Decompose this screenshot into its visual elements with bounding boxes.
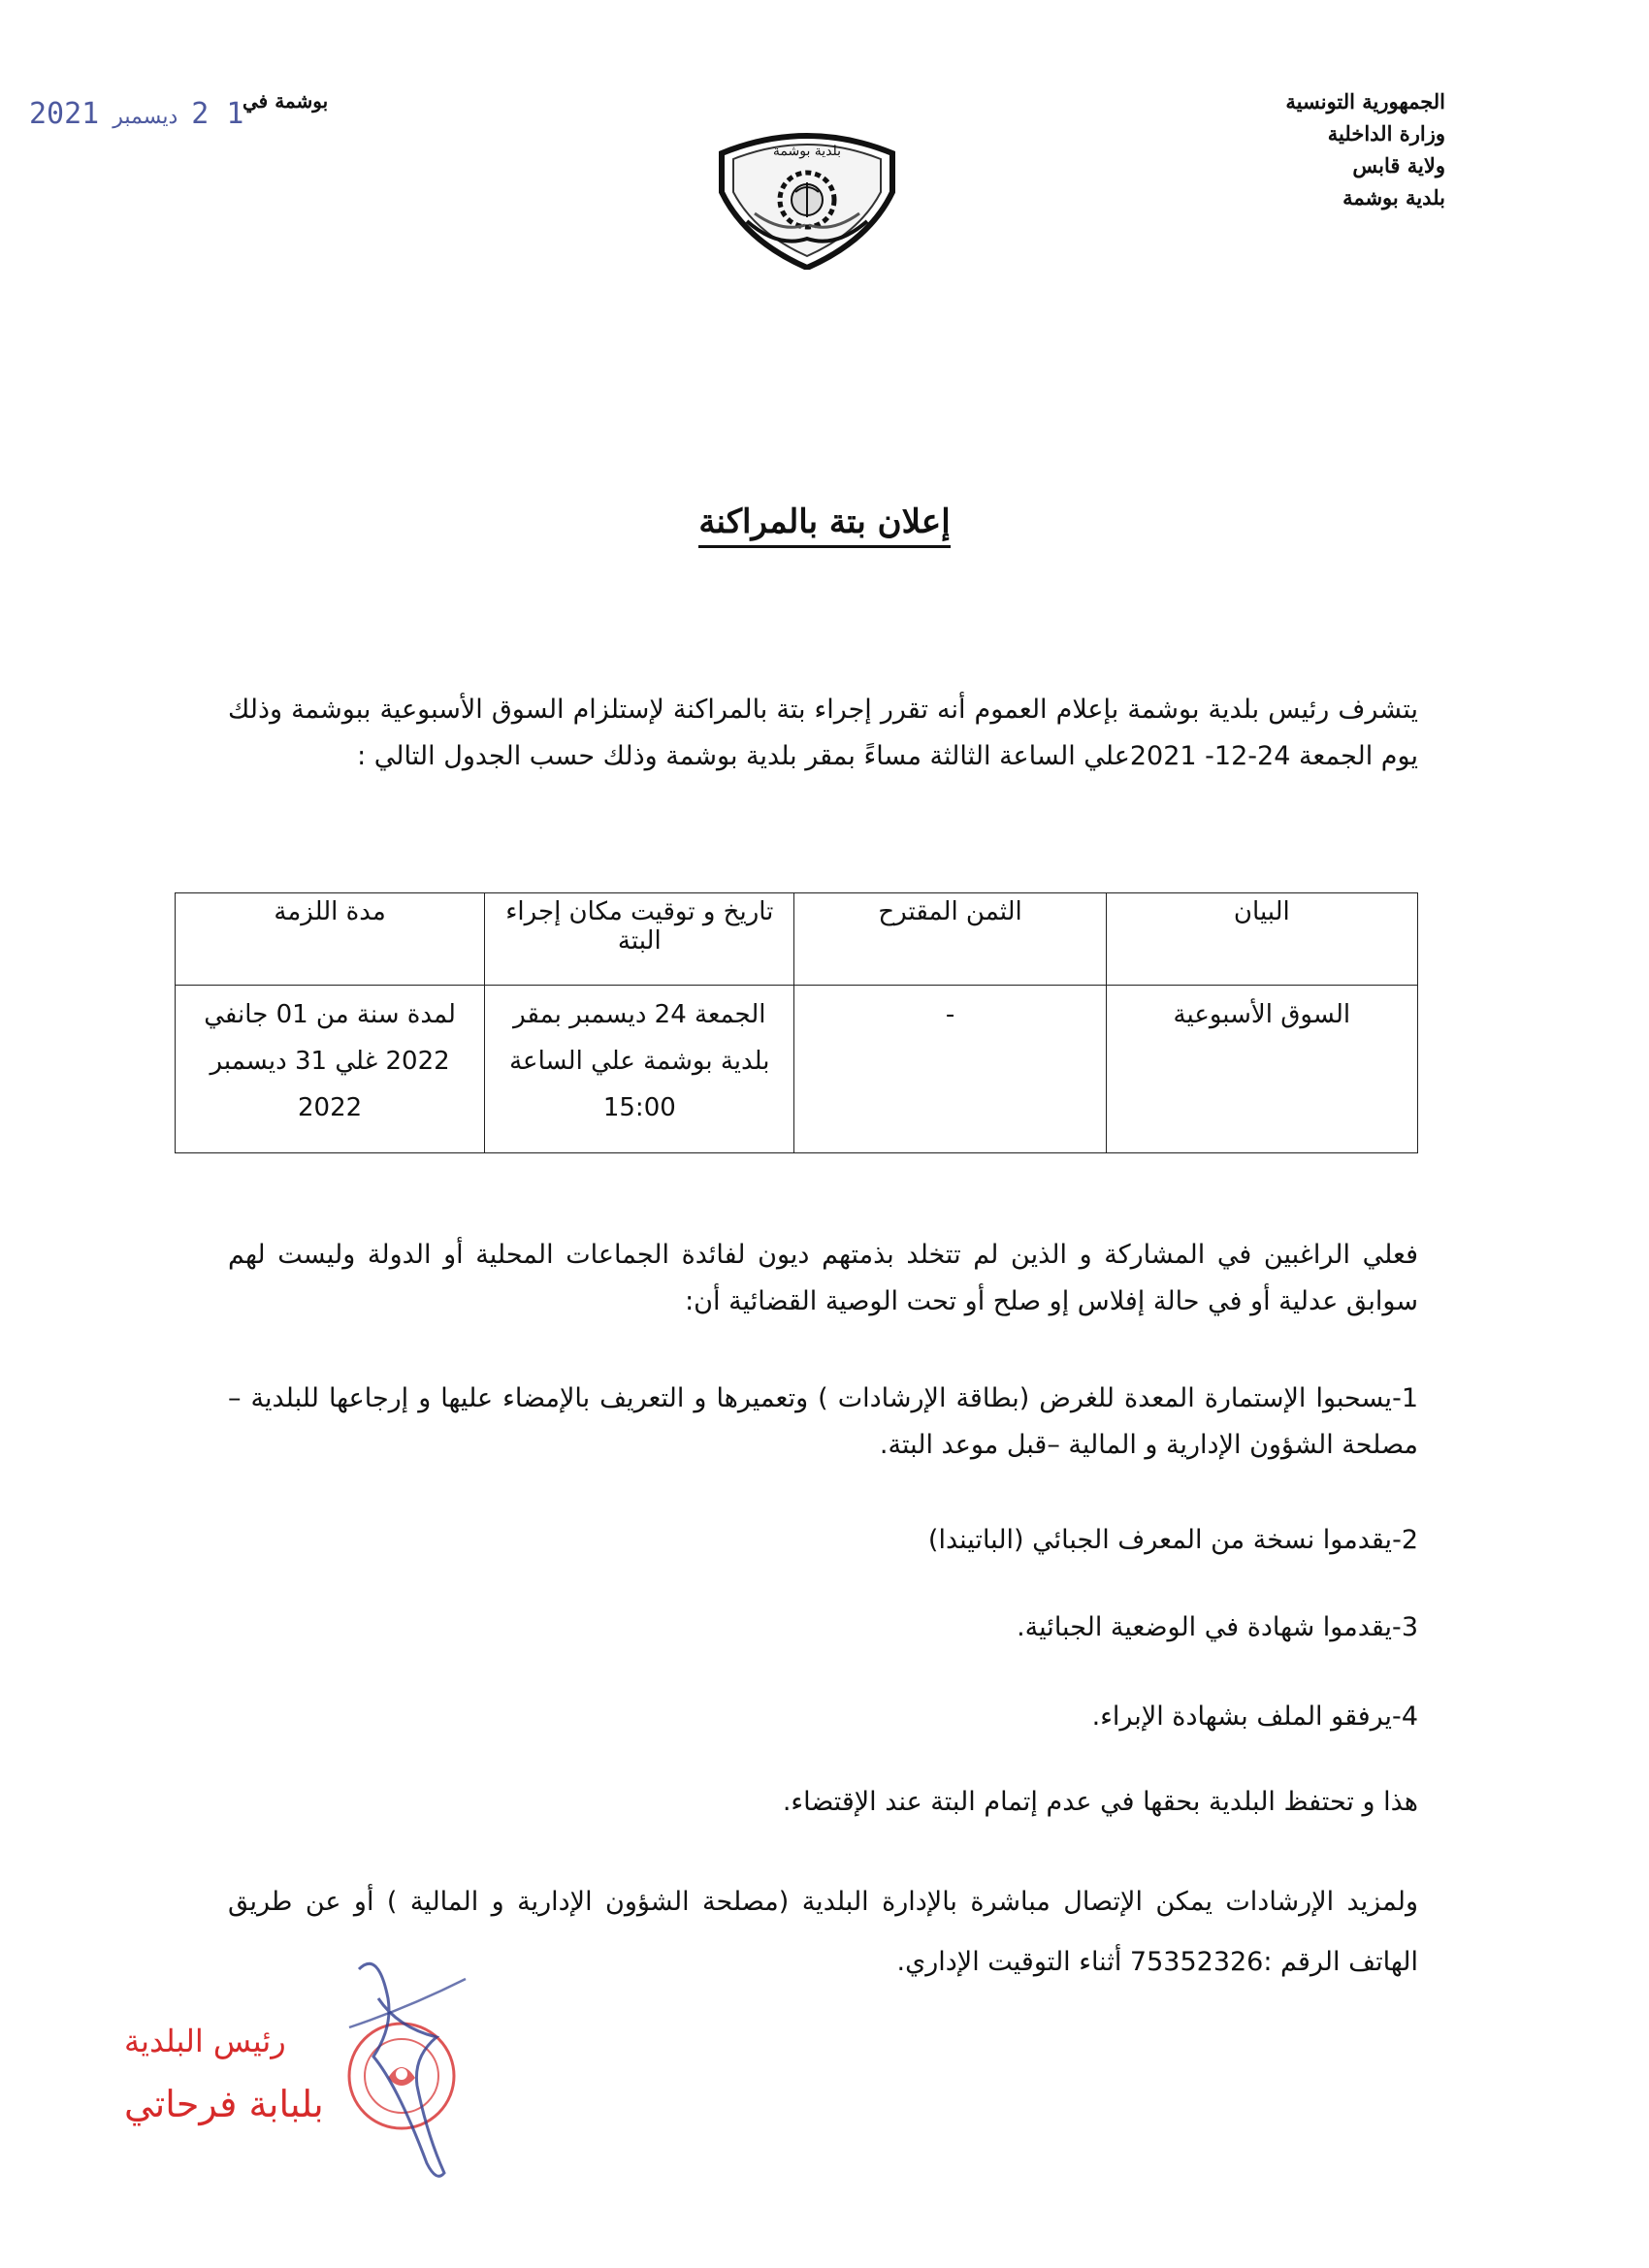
table-header-cell: مدة اللزمة	[176, 893, 485, 986]
auction-table	[175, 892, 1418, 1153]
table-cell: السوق الأسبوعية	[1106, 986, 1417, 1153]
table-header-cell: الثمن المقترح	[794, 893, 1106, 986]
contact-paragraph: ولمزيد الإرشادات يمكن الإتصال مباشرة بالإدارة البلدية (مصلحة الشؤون الإدارية و المالية ) أو عن طريق الهاتف الرقم :75352326 أثناء التوقيت الإداري.	[228, 1887, 1418, 1977]
header-municipality: بلدية بوشمة	[1342, 185, 1445, 210]
header-block	[1285, 85, 1445, 213]
table-header-cell: تاريخ و توقيت مكان إجراء البتة	[485, 893, 794, 986]
condition-item-4: 4-يرفقو الملف بشهادة الإبراء.	[1091, 1701, 1418, 1732]
announcement-title-text: إعلان بتة بالمراكنة	[698, 502, 950, 548]
condition-item-3: 3-يقدموا شهادة في الوضعية الجبائية.	[1017, 1612, 1418, 1642]
condition-item-2: 2-يقدموا نسخة من المعرف الجبائي (الباتيندا)	[927, 1525, 1418, 1555]
table-cell: الجمعة 24 ديسمبر بمقر بلدية بوشمة علي الساعة 15:00	[485, 986, 794, 1153]
logo-arc-text: بلدية بوشمة	[772, 144, 842, 159]
signature-name: بلبابة فرحاتي	[124, 2083, 324, 2125]
date-stamp	[29, 97, 243, 131]
condition-item-1: 1-يسحبوا الإستمارة المعدة للغرض (بطاقة الإرشادات ) وتعميرها و التعريف بالإمضاء عليها و إرجاعها للبلدية –مصلحة الشؤون الإدارية و المالية –قبل موعد البتة.	[228, 1383, 1418, 1460]
table-cell: -	[794, 986, 1106, 1153]
conditions-paragraph: فعلي الراغبين في المشاركة و الذين لم تتخلد بذمتهم ديون لفائدة الجماعات المحلية أو الدولة وليست لهم سوابق عدلية أو في حالة إفلاس إو صلح أو تحت الوصية القضائية أن:	[228, 1240, 1418, 1316]
table-row	[176, 986, 1418, 1153]
header-ministry: وزارة الداخلية	[1327, 121, 1445, 146]
reservation-note: هذا و تحتفظ البلدية بحقها في عدم إتمام البتة عند الإقتضاء.	[782, 1787, 1418, 1817]
announcement-title	[0, 502, 1649, 541]
stamp-day: 2 1	[191, 97, 244, 131]
stamp-year: 2021	[29, 97, 100, 131]
place-label: بوشمة في	[242, 89, 329, 113]
intro-paragraph: يتشرف رئيس بلدية بوشمة بإعلام العموم أنه تقرر إجراء بتة بالمراكنة لإستلزام السوق الأسبوعية ببوشمة وذلك يوم الجمعة 24-12- 2021علي الساعة الثالثة مساءً بمقر بلدية بوشمة وذلك حسب الجدول التالي :	[228, 695, 1418, 771]
header-governorate: ولاية قابس	[1352, 153, 1445, 178]
municipality-logo	[704, 124, 910, 270]
table-header-cell: البيان	[1106, 893, 1417, 986]
handwritten-signature	[320, 1940, 514, 2192]
header-country: الجمهورية التونسية	[1285, 89, 1445, 113]
table-cell: لمدة سنة من 01 جانفي 2022 غلي 31 ديسمبر 2022	[176, 986, 485, 1153]
signature-title: رئيس البلدية	[124, 2023, 286, 2059]
table-header-row	[176, 893, 1418, 986]
stamp-month: ديسمبر	[113, 105, 178, 129]
